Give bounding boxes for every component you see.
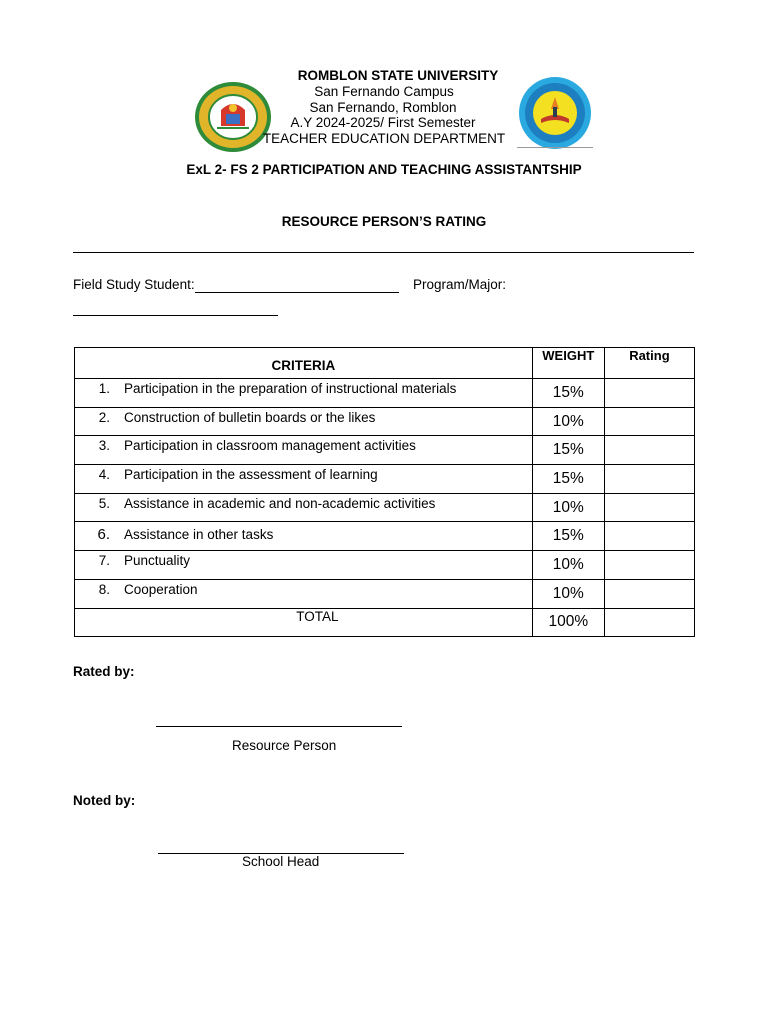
academic-year: A.Y 2024-2025/ First Semester [290, 115, 476, 130]
right-logo-underline [517, 147, 593, 148]
campus-name: San Fernando Campus [314, 84, 454, 99]
row-number: 5. [98, 495, 110, 511]
total-row [75, 608, 695, 637]
header-divider [73, 252, 694, 253]
resource-person-label: Resource Person [232, 738, 337, 753]
rating-cell[interactable] [604, 522, 694, 551]
total-label: TOTAL [75, 608, 533, 637]
weight-cell: 10% [532, 551, 604, 580]
program-label: Program/Major: [413, 277, 507, 292]
row-number: 3. [98, 438, 110, 454]
weight-cell: 15% [532, 522, 604, 551]
total-weight: 100% [532, 608, 604, 637]
table-row [75, 407, 695, 436]
table-row [75, 493, 695, 522]
table-row [75, 551, 695, 580]
rating-header: Rating [604, 348, 694, 379]
campus-location: San Fernando, Romblon [309, 100, 457, 115]
criterion-label: Participation in classroom management activities [124, 438, 416, 454]
rated-by-label: Rated by: [73, 664, 135, 679]
table-row [75, 579, 695, 608]
criterion-label: Assistance in academic and non-academic activities [124, 495, 436, 511]
program-line[interactable] [73, 315, 278, 316]
document-subtitle: RESOURCE PERSON’S RATING [281, 214, 487, 229]
weight-cell: 10% [532, 493, 604, 522]
criteria-table [74, 347, 695, 637]
row-number: 7. [98, 553, 110, 569]
weight-cell: 10% [532, 407, 604, 436]
rating-cell[interactable] [604, 493, 694, 522]
criterion-label: Participation in the assessment of learning [124, 467, 378, 483]
noted-by-label: Noted by: [73, 793, 136, 808]
rating-cell[interactable] [604, 379, 694, 408]
weight-cell: 15% [532, 465, 604, 494]
criteria-header: CRITERIA [75, 348, 533, 379]
row-number: 4. [98, 467, 110, 483]
weight-header: WEIGHT [532, 348, 604, 379]
table-row [75, 522, 695, 551]
table-header-row [75, 348, 695, 379]
resource-person-signature-line[interactable] [156, 726, 402, 727]
criterion-label: Participation in the preparation of instructional materials [124, 381, 457, 396]
department-name: TEACHER EDUCATION DEPARTMENT [262, 131, 506, 146]
row-number: 6. [97, 526, 110, 544]
row-number: 8. [98, 581, 110, 597]
university-name: ROMBLON STATE UNIVERSITY [297, 68, 499, 83]
rating-cell[interactable] [604, 579, 694, 608]
student-name-line[interactable] [195, 292, 399, 293]
row-number: 2. [98, 409, 110, 425]
student-label: Field Study Student: [73, 277, 195, 292]
table-row [75, 465, 695, 494]
weight-cell: 10% [532, 579, 604, 608]
table-row [75, 436, 695, 465]
school-head-label: School Head [242, 854, 320, 869]
rating-cell[interactable] [604, 551, 694, 580]
rating-cell[interactable] [604, 465, 694, 494]
table-row [75, 379, 695, 408]
criterion-label: Assistance in other tasks [124, 527, 274, 543]
criterion-label: Punctuality [124, 553, 191, 569]
row-number: 1. [98, 381, 110, 396]
weight-cell: 15% [532, 436, 604, 465]
total-rating-cell[interactable] [604, 608, 694, 637]
document-title: ExL 2- FS 2 PARTICIPATION AND TEACHING ASSISTANTSHIP [186, 162, 582, 177]
weight-cell: 15% [532, 379, 604, 408]
criterion-label: Construction of bulletin boards or the likes [124, 409, 376, 425]
rating-cell[interactable] [604, 407, 694, 436]
rating-cell[interactable] [604, 436, 694, 465]
criterion-label: Cooperation [124, 581, 198, 597]
